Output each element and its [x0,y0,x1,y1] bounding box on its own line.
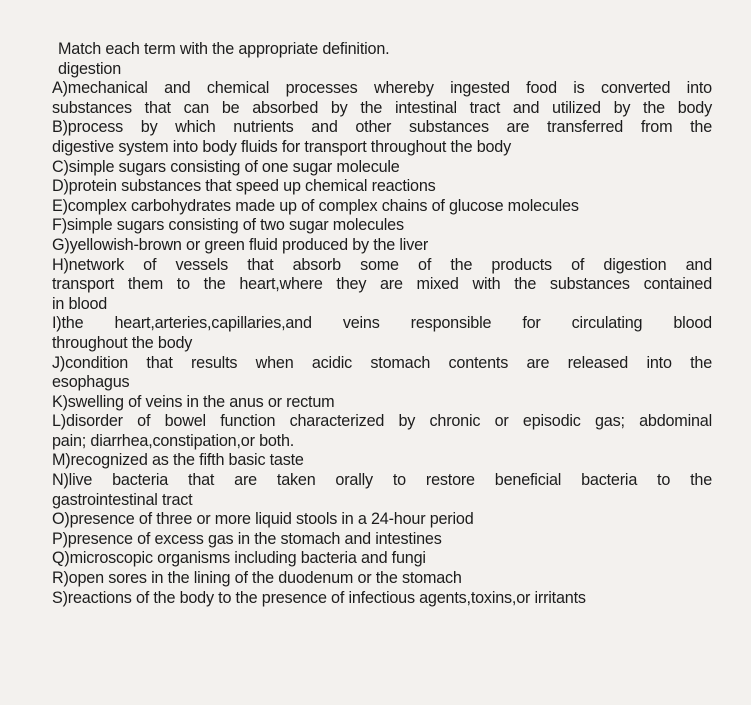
option-j [52,354,712,393]
option-c [52,158,712,178]
option-line: L)disorder of bowel function characterized by chronic or episodic gas; abdominal [52,412,712,431]
option-line: pain; diarrhea,constipation,or both. [52,431,295,450]
option-line: digestive system into body fluids for transport throughout the body [52,137,512,156]
option-line: throughout the body [52,333,193,352]
worksheet [52,40,712,608]
option-a [52,79,712,118]
option-line: E)complex carbohydrates made up of complex chains of glucose molecules [52,196,579,215]
option-e [52,197,712,217]
option-b [52,118,712,157]
option-n [52,471,712,510]
option-s [52,589,712,609]
option-line: F)simple sugars consisting of two sugar molecules [52,216,404,235]
option-k [52,393,712,413]
option-line: K)swelling of veins in the anus or rectum [52,392,335,411]
option-line: O)presence of three or more liquid stools in a 24-hour period [52,510,474,529]
option-line: M)recognized as the fifth basic taste [52,451,304,470]
option-line: J)condition that results when acidic stomach contents are released into the [52,353,712,372]
option-line: Q)microscopic organisms including bacteria and fungi [52,549,426,568]
option-r [52,569,712,589]
option-line: D)protein substances that speed up chemical reactions [52,177,436,196]
option-q [52,549,712,569]
option-g [52,236,712,256]
question-prompt: Match each term with the appropriate definition. [58,40,390,58]
option-line: H)network of vessels that absorb some of the products of digestion and [52,255,712,274]
option-d [52,177,712,197]
option-line: I)the heart,arteries,capillaries,and veins responsible for circulating blood [52,314,712,333]
option-line: transport them to the heart,where they are mixed with the substances contained [52,275,712,294]
option-m [52,451,712,471]
option-h [52,256,712,315]
option-line: gastrointestinal tract [52,490,193,509]
option-line: substances that can be absorbed by the intestinal tract and utilized by the body [52,98,712,117]
option-line: S)reactions of the body to the presence of infectious agents,toxins,or irritants [52,588,586,607]
option-o [52,510,712,530]
option-line: R)open sores in the lining of the duodenum or the stomach [52,569,462,588]
option-f [52,216,712,236]
option-line: C)simple sugars consisting of one sugar molecule [52,157,400,176]
term: digestion [58,59,121,78]
option-line: B)process by which nutrients and other substances are transferred from the [52,118,712,137]
option-l [52,412,712,451]
option-line: G)yellowish-brown or green fluid produced by the liver [52,235,429,254]
option-line: P)presence of excess gas in the stomach and intestines [52,529,442,548]
option-line: esophagus [52,373,130,392]
option-line: in blood [52,294,108,313]
option-p [52,530,712,550]
option-line: N)live bacteria that are taken orally to restore beneficial bacteria to the [52,471,712,490]
option-i [52,314,712,353]
option-line: A)mechanical and chemical processes whereby ingested food is converted into [52,79,712,98]
